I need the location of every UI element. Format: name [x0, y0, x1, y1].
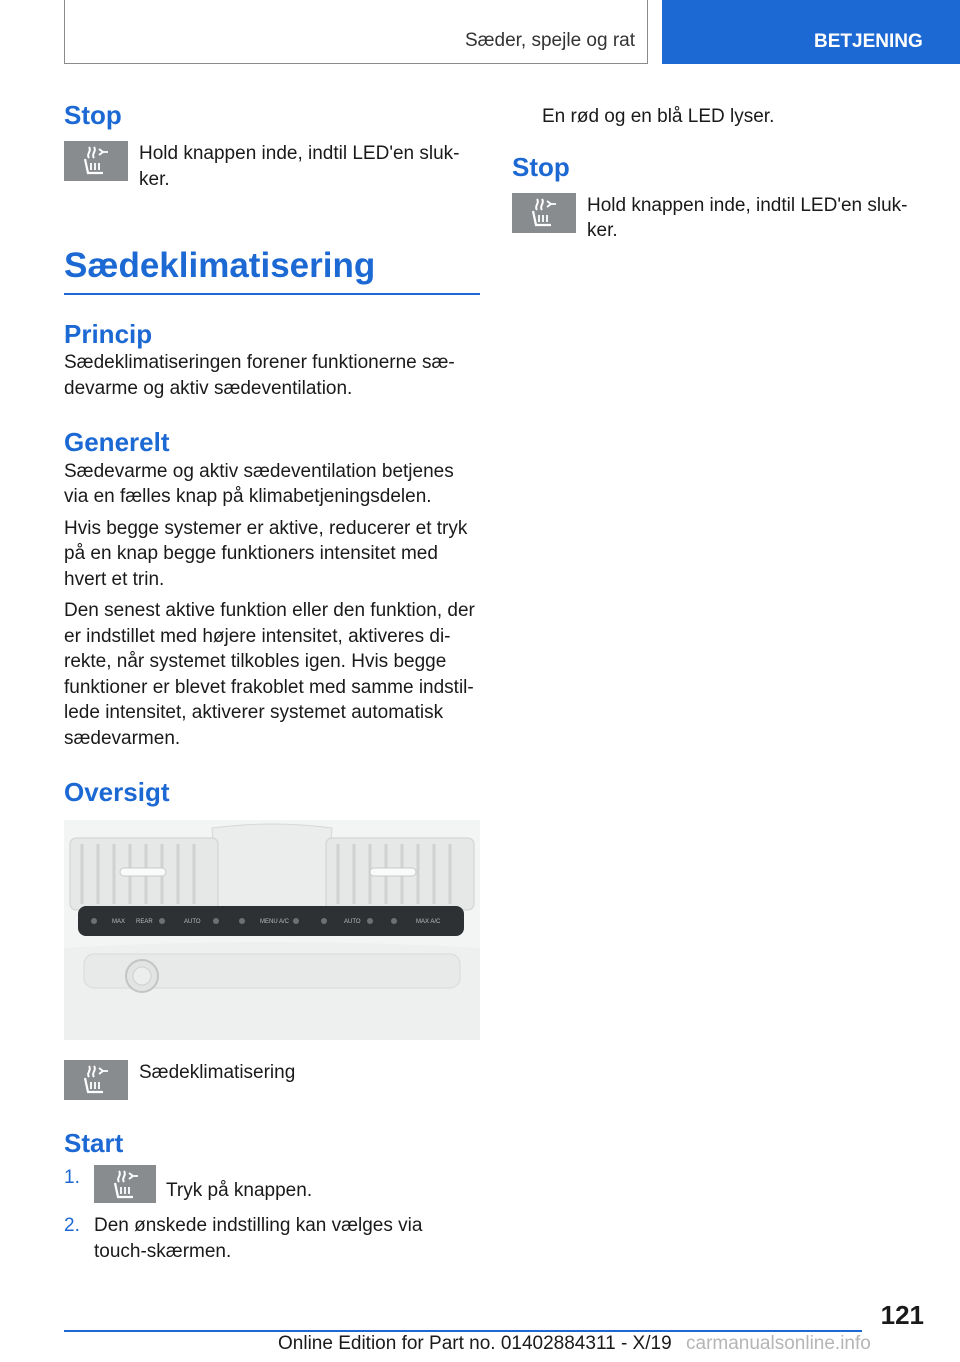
page-number: 121	[880, 1300, 924, 1330]
panel-button-max-ac: MAX A/C	[416, 919, 441, 926]
right-column	[512, 100, 912, 244]
main-heading: Sædeklimatisering	[64, 245, 480, 295]
header-chapter-box	[64, 0, 648, 64]
stop-text: Hold knappen inde, indtil LED'en sluk-ker.	[139, 143, 460, 190]
generelt-heading: Generelt	[64, 427, 170, 458]
right-stop-instruction	[512, 193, 912, 244]
seat-climate-icon	[512, 193, 576, 233]
panel-button-max: MAX	[112, 919, 126, 926]
step-number: 2.	[64, 1215, 80, 1237]
generelt-paragraph-1: Sædevarme og aktiv sædeventilation betjenes via en fælles knap på klimabetjeningsdelen.	[64, 460, 454, 508]
list-item	[64, 1213, 480, 1264]
princip-text: Sædeklimatiseringen forener funktionerne sæ-devarme og aktiv sædeventilation.	[64, 352, 455, 399]
step-text: Den ønskede indstilling kan vælges via touch-skærmen.	[94, 1215, 423, 1262]
chapter-title: Sæder, spejle og rat	[464, 30, 635, 51]
step-number: 1.	[64, 1167, 80, 1189]
generelt-paragraph-2: Hvis begge systemer er aktive, reducerer et tryk på en knap begge funktioners intensitet med hvert et trin.	[64, 517, 468, 590]
panel-button-menu: MENU A/C	[260, 919, 290, 926]
start-steps	[64, 1165, 480, 1264]
legend-row	[64, 1060, 480, 1100]
start-heading: Start	[64, 1128, 124, 1159]
climate-panel-photo	[64, 820, 480, 1040]
oversigt-heading: Oversigt	[64, 777, 170, 808]
footer-divider	[64, 1330, 862, 1332]
section-tab[interactable]	[662, 0, 960, 64]
right-stop-text: Hold knappen inde, indtil LED'en sluk-ker.	[587, 194, 908, 242]
led-text: En rød og en blå LED lyser.	[542, 106, 775, 127]
seat-climate-icon	[64, 1060, 128, 1100]
step-text: Tryk på knappen.	[166, 1179, 313, 1201]
list-item	[64, 1165, 480, 1203]
left-column	[64, 100, 480, 1264]
stop-instruction	[64, 141, 480, 192]
panel-button-rear: REAR	[136, 919, 153, 926]
legend-text: Sædeklimatisering	[139, 1062, 296, 1084]
edition-note: Online Edition for Part no. 01402884311 - X/19	[278, 1333, 672, 1354]
watermark: carmanualsonline.info	[686, 1333, 871, 1354]
section-tab-label: BETJENING	[814, 31, 923, 52]
panel-button-auto-left: AUTO	[184, 919, 201, 926]
generelt-paragraph-3: Den senest aktive funktion eller den funktion, der er indstillet med højere intensitet, aktiveres di-rekte, når systemet tilkobles igen. Hvis begge funktioner er blevet frakoblet med samme indstil-lede intensitet, aktiverer systemet automatisk sædevarmen.	[64, 600, 475, 749]
seat-climate-icon	[64, 141, 128, 181]
right-stop-heading: Stop	[512, 151, 570, 182]
stop-heading: Stop	[64, 100, 122, 130]
seat-climate-icon	[94, 1165, 156, 1203]
princip-heading: Princip	[64, 319, 153, 350]
panel-button-auto-right: AUTO	[344, 919, 361, 926]
